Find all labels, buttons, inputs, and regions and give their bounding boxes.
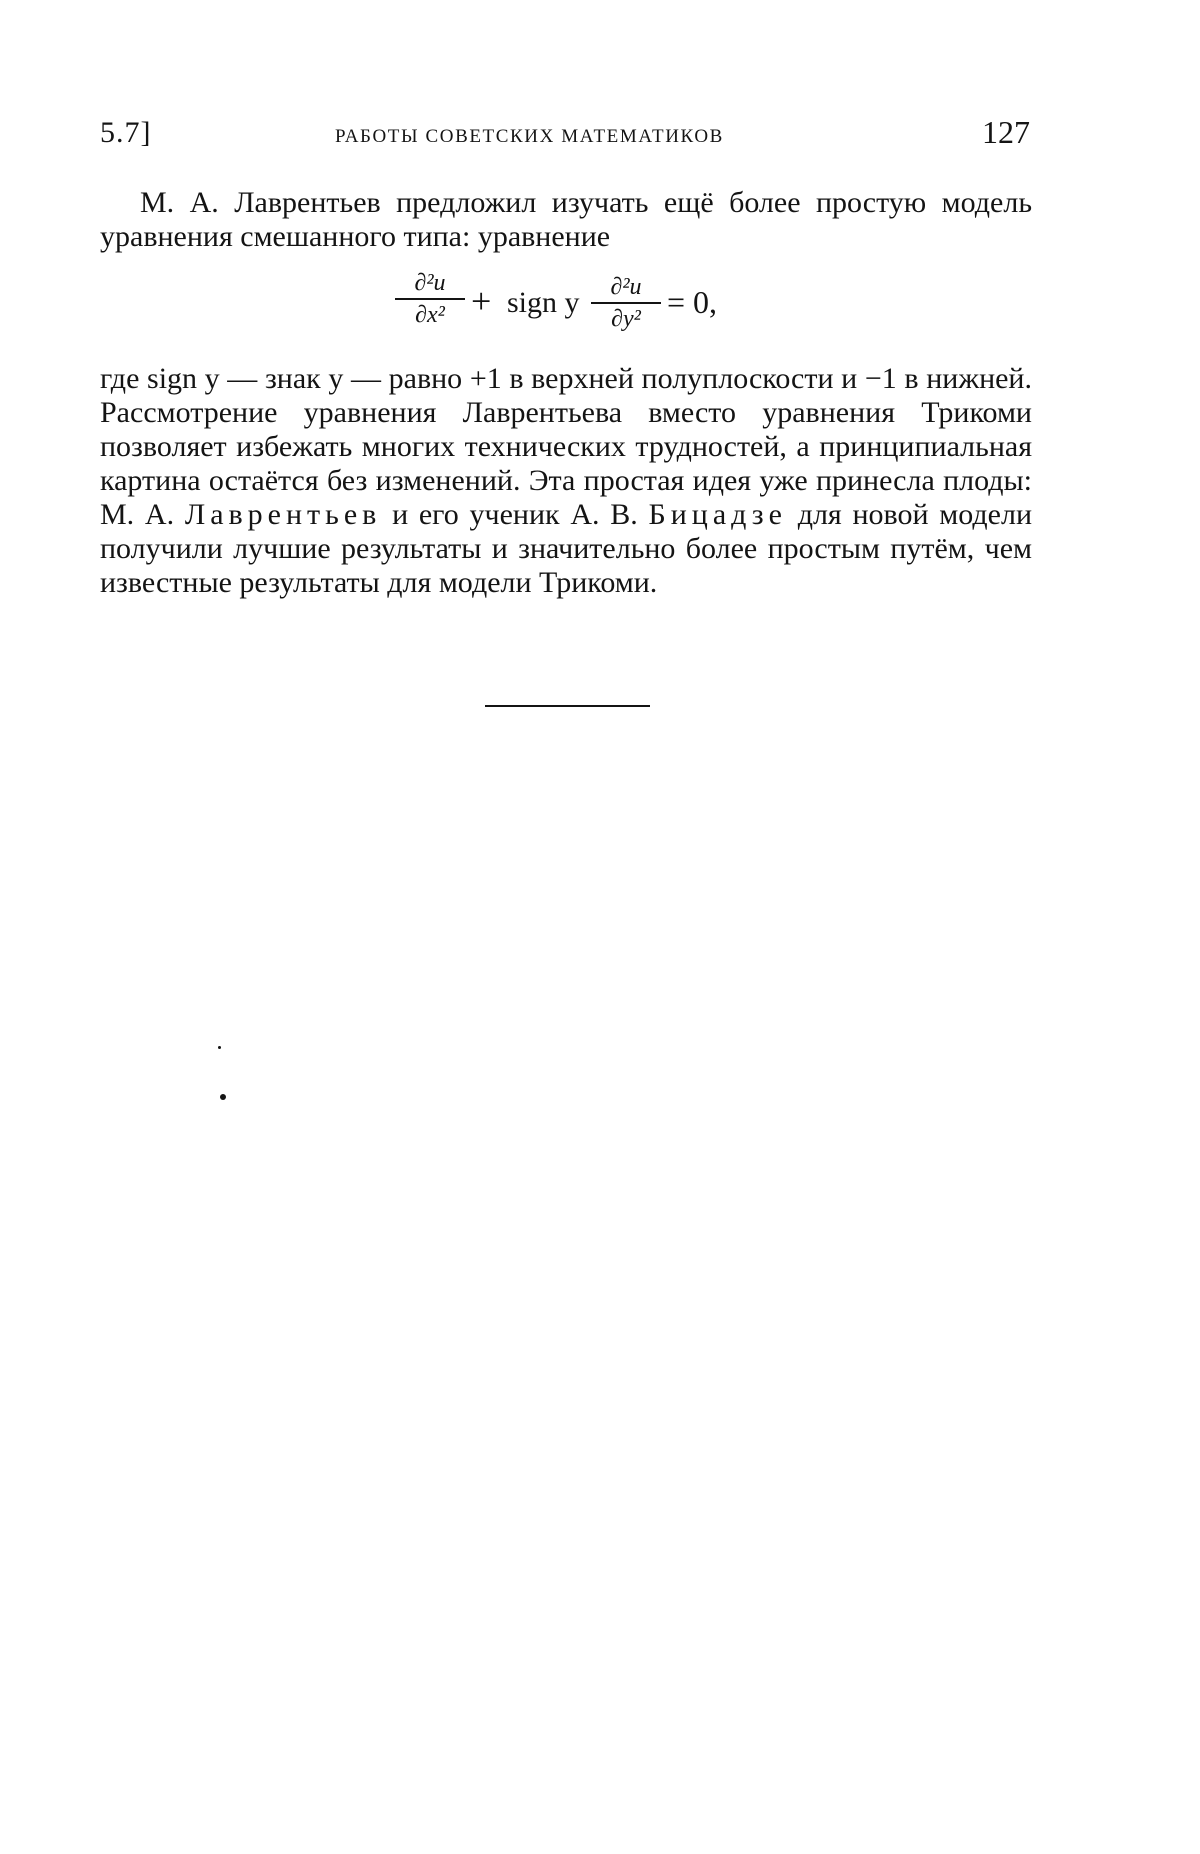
fraction-denominator: ∂y²: [611, 306, 641, 332]
author-name-lavrentiev: Лаврентьев: [184, 498, 382, 531]
section-end-rule: [485, 705, 650, 707]
fraction-numerator: ∂²u: [610, 274, 642, 300]
fraction-bar: [591, 302, 661, 304]
fraction-d2u-dx2: [395, 270, 465, 328]
paragraph-intro-text: М. А. Лаврентьев предложил изучать ещё более простую модель уравнения смешанного типа: уравнение: [100, 186, 1032, 253]
fraction-bar: [395, 298, 465, 300]
fraction-d2u-dy2: [591, 274, 661, 332]
page-number: 127: [982, 114, 1030, 150]
author-name-bitsadze: Бицадзе: [648, 498, 787, 531]
paragraph-intro: [100, 186, 1032, 254]
paragraph-main-part1: где sign y — знак y — равно +1 в верхней полуплоскости и −1 в нижней. Рассмотрение уравнения Лаврентьева вместо уравнения Трикоми позволяет избежать многих технических трудностей, а принципиальная картина остаётся без изменений. Эта простая идея уже принесла плоды: М. А.: [100, 362, 1032, 531]
plus-operator: +: [471, 281, 492, 321]
paragraph-main-part3: для новой модели получили лучшие результаты и значительно более простым путём, чем известные результаты для модели Трикоми.: [100, 498, 1033, 599]
print-speck: [218, 1046, 221, 1049]
paragraph-main-part2: и его ученик А. В.: [381, 498, 649, 531]
print-speck: [220, 1094, 226, 1100]
fraction-denominator: ∂x²: [415, 302, 445, 328]
fraction-numerator: ∂²u: [414, 270, 446, 296]
lavrentiev-equation: [395, 270, 815, 350]
running-title: РАБОТЫ СОВЕТСКИХ МАТЕМАТИКОВ: [335, 126, 724, 147]
section-number: 5.7]: [100, 116, 152, 149]
equals-zero: = 0,: [667, 284, 718, 320]
sign-function: sign y: [507, 286, 580, 319]
running-header: [100, 112, 1030, 152]
paragraph-main: [100, 362, 1032, 600]
